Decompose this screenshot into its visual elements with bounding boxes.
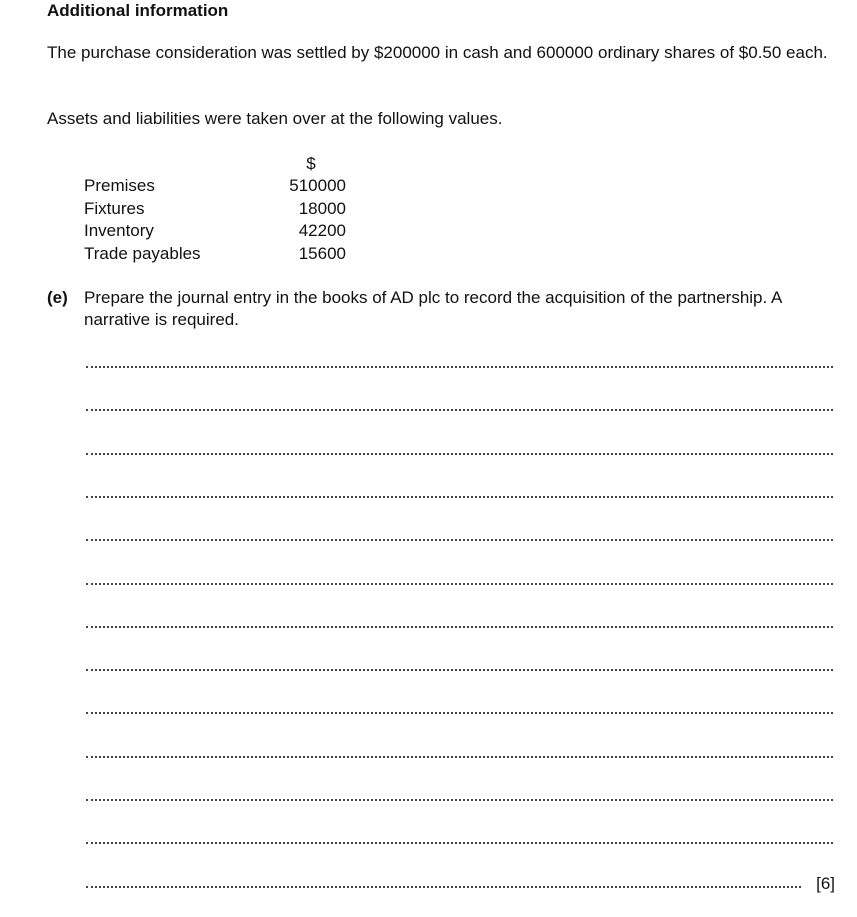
answer-line[interactable] bbox=[86, 886, 801, 888]
marks-label: [6] bbox=[816, 874, 835, 893]
item-amount: 42200 bbox=[298, 221, 346, 240]
consideration-paragraph: The purchase consideration was settled by $200000 in cash and 600000 ordinary shares of $0.50 each. bbox=[47, 43, 828, 62]
answer-line[interactable] bbox=[86, 539, 833, 541]
table-row bbox=[84, 175, 346, 198]
answer-line[interactable] bbox=[86, 799, 833, 801]
item-label: Fixtures bbox=[84, 198, 145, 218]
answer-line[interactable] bbox=[86, 842, 833, 844]
assets-intro-paragraph: Assets and liabilities were taken over at the following values. bbox=[47, 109, 503, 128]
item-amount: 15600 bbox=[298, 243, 346, 263]
currency-header-row bbox=[84, 152, 346, 175]
question-text: Prepare the journal entry in the books of AD plc to record the acquisition of the partnership. A narrative is required. bbox=[84, 288, 782, 329]
item-label: Inventory bbox=[84, 221, 154, 240]
section-heading: Additional information bbox=[47, 1, 229, 20]
answer-line[interactable] bbox=[86, 712, 833, 714]
answer-line[interactable] bbox=[86, 453, 833, 455]
assets-liabilities-table bbox=[84, 152, 346, 265]
answer-line[interactable] bbox=[86, 496, 833, 498]
answer-line[interactable] bbox=[86, 669, 833, 671]
item-label: Premises bbox=[84, 176, 155, 195]
answer-line[interactable] bbox=[86, 756, 833, 758]
item-label: Trade payables bbox=[84, 243, 201, 263]
table-row bbox=[84, 243, 346, 266]
currency-header: $ bbox=[306, 154, 316, 173]
answer-line[interactable] bbox=[86, 366, 833, 368]
answer-line[interactable] bbox=[86, 409, 833, 411]
answer-line[interactable] bbox=[86, 583, 833, 585]
item-amount: 18000 bbox=[298, 198, 346, 218]
question-e bbox=[47, 287, 837, 331]
table-row bbox=[84, 198, 346, 221]
table-row bbox=[84, 220, 346, 243]
question-label: (e) bbox=[47, 288, 68, 307]
answer-line[interactable] bbox=[86, 626, 833, 628]
item-amount: 510000 bbox=[289, 176, 346, 195]
